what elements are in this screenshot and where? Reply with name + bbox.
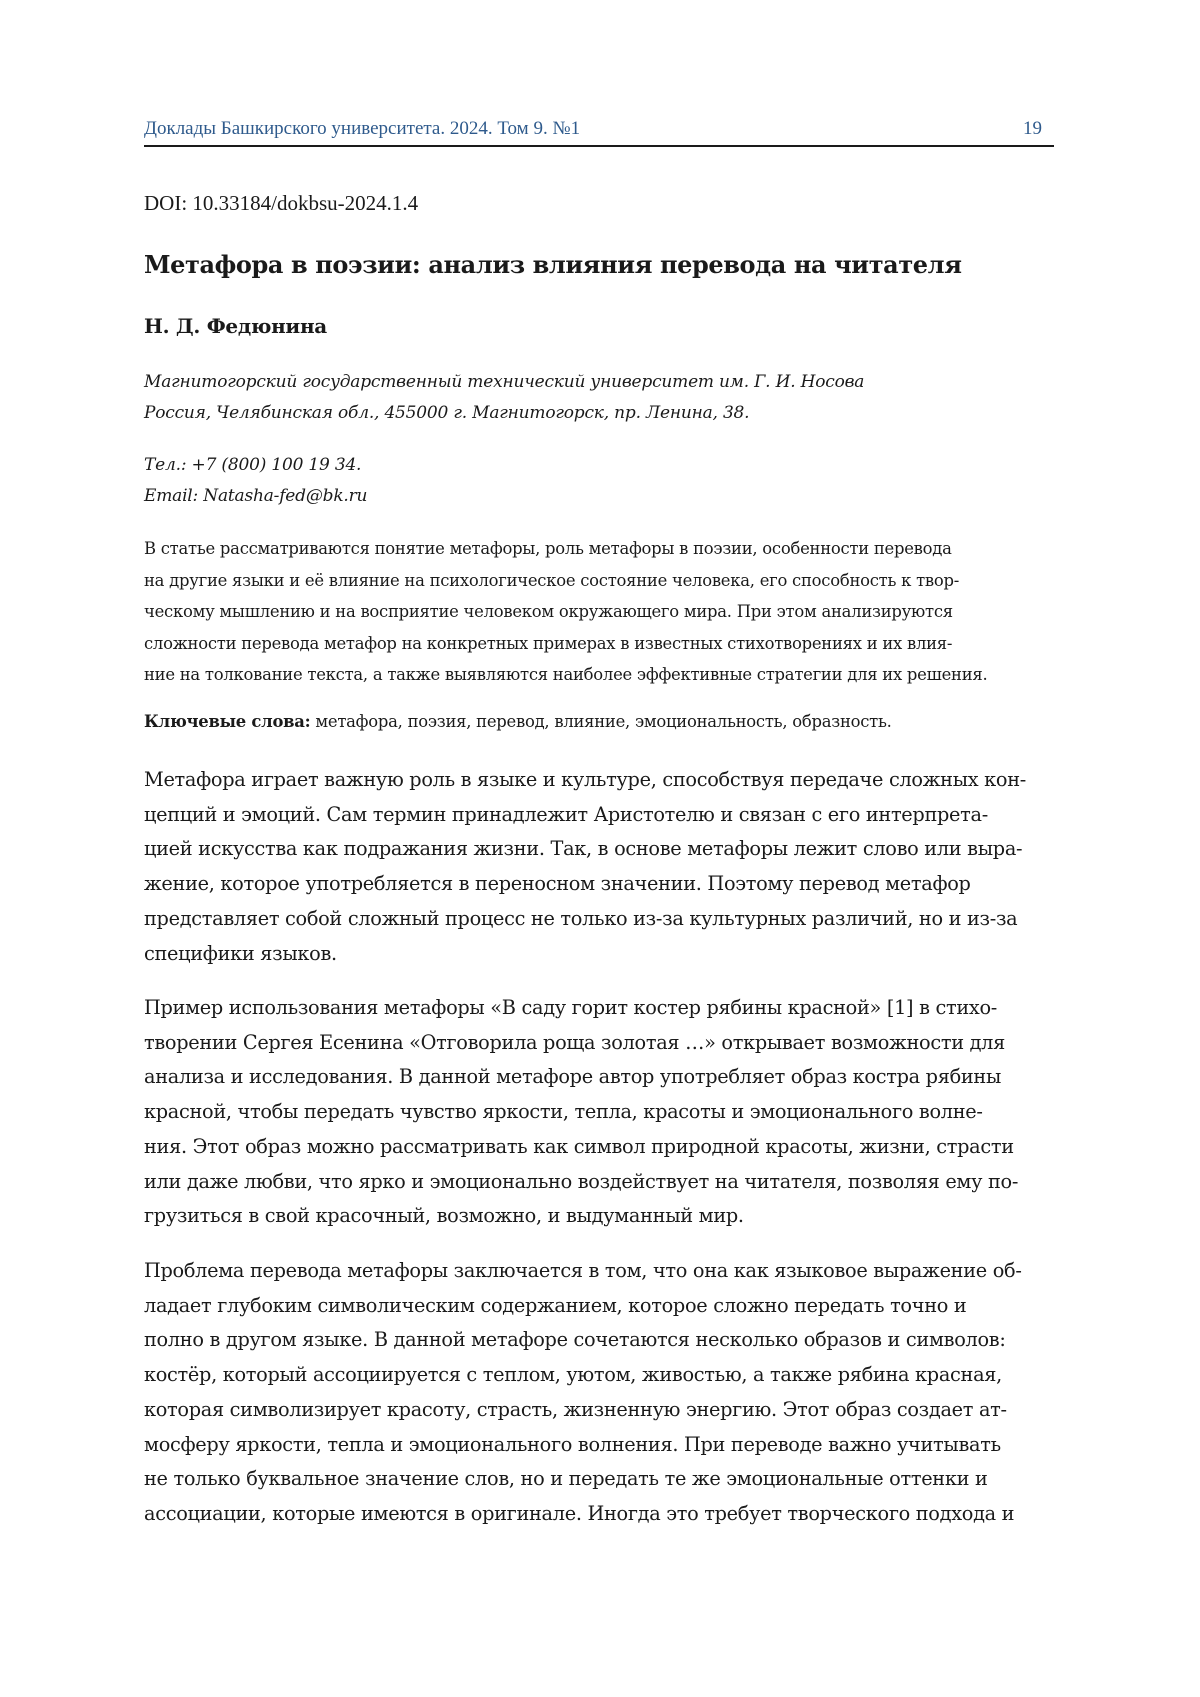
paragraph-line: творении Сергея Есенина «Отговорила роща золотая …» открывает возможности для <box>144 1026 1069 1061</box>
paragraph-line: красной, чтобы передать чувство яркости, тепла, красоты и эмоционального волне- <box>144 1095 1069 1130</box>
doi: DOI: 10.33184/dokbsu-2024.1.4 <box>144 191 418 216</box>
abstract <box>144 533 1069 691</box>
affiliation <box>144 367 864 429</box>
abstract-line: сложности перевода метафор на конкретных примерах в известных стихотворениях и их влия- <box>144 628 1069 660</box>
abstract-line: на другие языки и её влияние на психологическое состояние человека, его способность к твор- <box>144 565 1069 597</box>
paragraph-line: ладает глубоким символическим содержанием, которое сложно передать точно и <box>144 1289 1069 1324</box>
body-paragraph <box>144 763 1069 971</box>
author-name: Н. Д. Федюнина <box>144 314 327 338</box>
paragraph-line: ния. Этот образ можно рассматривать как символ природной красоты, жизни, страсти <box>144 1130 1069 1165</box>
keywords-label: Ключевые слова: <box>144 712 310 731</box>
body-paragraph <box>144 1254 1069 1532</box>
email: Email: Natasha-fed@bk.ru <box>144 481 367 512</box>
contacts <box>144 450 367 512</box>
paragraph-line: не только буквальное значение слов, но и передать те же эмоциональные оттенки и <box>144 1462 1069 1497</box>
abstract-line: В статье рассматриваются понятие метафоры, роль метафоры в поэзии, особенности перевода <box>144 533 1069 565</box>
paragraph-line: которая символизирует красоту, страсть, жизненную энергию. Этот образ создает ат- <box>144 1393 1069 1428</box>
affiliation-line: Магнитогорский государственный технический университет им. Г. И. Носова <box>144 367 864 398</box>
article-title: Метафора в поэзии: анализ влияния перевода на читателя <box>144 250 962 279</box>
paragraph-line: Метафора играет важную роль в языке и культуре, способствуя передаче сложных кон- <box>144 763 1069 798</box>
paragraph-line: жение, которое употребляется в переносном значении. Поэтому перевод метафор <box>144 867 1069 902</box>
keywords <box>144 712 892 731</box>
abstract-line: ческому мышлению и на восприятие человеком окружающего мира. При этом анализируются <box>144 596 1069 628</box>
paragraph-line: Пример использования метафоры «В саду горит костер рябины красной» [1] в стихо- <box>144 991 1069 1026</box>
page-number: 19 <box>1023 118 1042 140</box>
running-header <box>144 115 1054 147</box>
keywords-text: метафора, поэзия, перевод, влияние, эмоциональность, образность. <box>310 712 891 731</box>
paragraph-line: цепций и эмоций. Сам термин принадлежит Аристотелю и связан с его интерпрета- <box>144 798 1069 833</box>
affiliation-line: Россия, Челябинская обл., 455000 г. Магнитогорск, пр. Ленина, 38. <box>144 398 864 429</box>
paragraph-line: костёр, который ассоциируется с теплом, уютом, живостью, а также рябина красная, <box>144 1358 1069 1393</box>
paragraph-line: полно в другом языке. В данной метафоре сочетаются несколько образов и символов: <box>144 1323 1069 1358</box>
paragraph-line: анализа и исследования. В данной метафоре автор употребляет образ костра рябины <box>144 1060 1069 1095</box>
body-paragraph <box>144 991 1069 1234</box>
abstract-line: ние на толкование текста, а также выявляются наиболее эффективные стратегии для их решения. <box>144 659 1069 691</box>
paragraph-line: грузиться в свой красочный, возможно, и выдуманный мир. <box>144 1199 1069 1234</box>
phone: Тел.: +7 (800) 100 19 34. <box>144 450 367 481</box>
paragraph-line: мосферу яркости, тепла и эмоционального волнения. При переводе важно учитывать <box>144 1428 1069 1463</box>
paragraph-line: ассоциации, которые имеются в оригинале. Иногда это требует творческого подхода и <box>144 1497 1069 1532</box>
paragraph-line: специфики языков. <box>144 937 1069 972</box>
paragraph-line: Проблема перевода метафоры заключается в том, что она как языковое выражение об- <box>144 1254 1069 1289</box>
paragraph-line: цией искусства как подражания жизни. Так, в основе метафоры лежит слово или выра- <box>144 832 1069 867</box>
paragraph-line: или даже любви, что ярко и эмоционально воздействует на читателя, позволяя ему по- <box>144 1165 1069 1200</box>
paragraph-line: представляет собой сложный процесс не только из-за культурных различий, но и из-за <box>144 902 1069 937</box>
journal-title: Доклады Башкирского университета. 2024. Том 9. №1 <box>144 118 580 140</box>
